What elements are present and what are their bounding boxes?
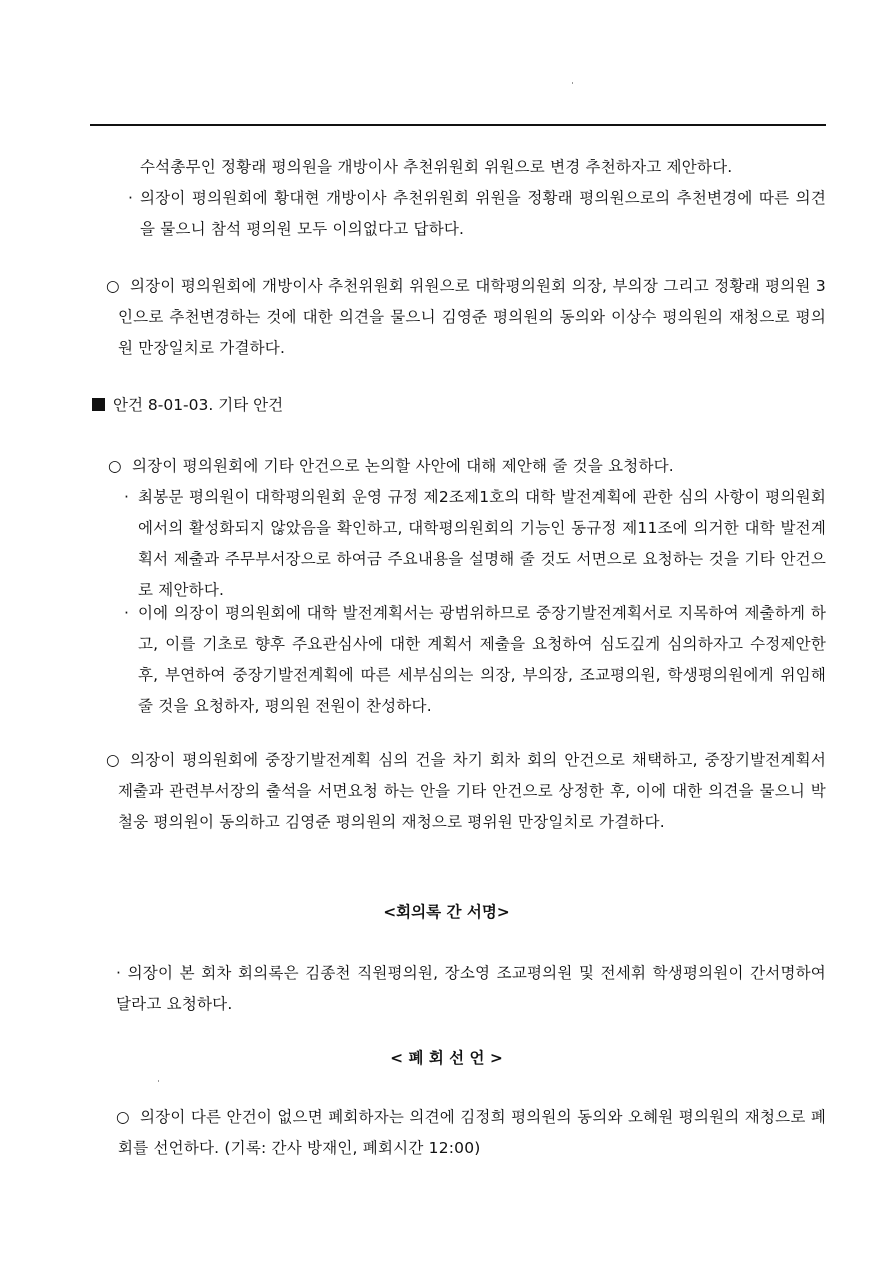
bullet-dot-marker: ·: [116, 964, 122, 982]
resolution-1-text: 의장이 평의원회에 개방이사 추천위원회 위원으로 대학평의원회 의장, 부의장 그리고 정황래 평의원 3인으로 추천변경하는 것에 대한 의견을 물으니 김영준 평의원의 동의와 이상수 평의원의 재청으로 평의원 만장일치로 가결하다.: [118, 277, 826, 357]
continuation-bullet: [128, 183, 826, 245]
signature-request-text: 의장이 본 회차 회의록은 김종천 직원평의원, 장소영 조교평의원 및 전세휘 학생평의원이 간서명하여 달라고 요청하다.: [116, 964, 826, 1013]
circle-marker: ○: [106, 277, 120, 295]
header-rule: [90, 124, 826, 126]
agenda-bullet-1: [124, 482, 826, 606]
continuation-line: [140, 152, 826, 183]
closing-declaration: [118, 1102, 826, 1164]
agenda-bullet-1-text: 최봉문 평의원이 대학평의원회 운영 규정 제2조제1호의 대학 발전계획에 관한 심의 사항이 평의원회에서의 활성화되지 않았음을 확인하고, 대학평의원회의 기능인 동규정 제11조에 의거한 대학 발전계획서 제출과 주무부서장으로 하여금 주요내용을 설명해 줄 것도 서면으로 요청하는 것을 기타 안건으로 제안하다.: [138, 488, 826, 599]
agenda-bullet-2: [124, 598, 826, 722]
closing-section-title: < 폐 회 선 언 >: [390, 1049, 503, 1067]
resolution-2: [106, 745, 826, 838]
resolution-1: [106, 271, 826, 364]
scan-speck: [158, 1080, 159, 1082]
square-bullet-icon: [92, 398, 105, 411]
continuation-bullet-text: 의장이 평의원회에 황대현 개방이사 추천위원회 위원을 정황래 평의원으로의 추천변경에 따른 의견을 물으니 참석 평의원 모두 이의없다고 답하다.: [140, 189, 826, 238]
signature-request: [116, 958, 826, 1020]
agenda-heading-text: 안건 8-01-03. 기타 안건: [113, 396, 284, 414]
circle-marker: ○: [116, 1108, 130, 1126]
bullet-dot-marker: ·: [124, 488, 130, 506]
scan-speck: [572, 82, 573, 84]
bullet-dot-marker: ·: [128, 189, 134, 207]
agenda-request: [108, 451, 826, 482]
signature-section-title: <회의록 간 서명>: [383, 903, 510, 921]
circle-marker: ○: [106, 751, 120, 769]
continuation-text: 수석총무인 정황래 평의원을 개방이사 추천위원회 위원으로 변경 추천하자고 제안하다.: [140, 158, 733, 176]
agenda-request-text: 의장이 평의원회에 기타 안건으로 논의할 사안에 대해 제안해 줄 것을 요청하다.: [132, 457, 674, 475]
circle-marker: ○: [108, 457, 122, 475]
agenda-heading: [92, 395, 283, 415]
resolution-2-text: 의장이 평의원회에 중장기발전계획 심의 건을 차기 회차 회의 안건으로 채택하고, 중장기발전계획서 제출과 관련부서장의 출석을 서면요청 하는 안을 기타 안건으로 상정한 후, 이에 대한 의견을 물으니 박철웅 평의원이 동의하고 김영준 평의원의 재청으로 평위원 만장일치로 가결하다.: [118, 751, 826, 831]
closing-declaration-text: 의장이 다른 안건이 없으면 폐회하자는 의견에 김정희 평의원의 동의와 오혜원 평의원의 재청으로 폐회를 선언하다. (기록: 간사 방재인, 폐회시간 12:00): [118, 1108, 826, 1157]
bullet-dot-marker: ·: [124, 604, 130, 622]
agenda-bullet-2-text: 이에 의장이 평의원회에 대학 발전계획서는 광범위하므로 중장기발전계획서로 지목하여 제출하게 하고, 이를 기초로 향후 주요관심사에 대한 계획서 제출을 요청하여 심도깊게 심의하자고 수정제안한 후, 부연하여 중장기발전계획에 따른 세부심의는 의장, 부의장, 조교평의원, 학생평의원에게 위임해 줄 것을 요청하자, 평의원 전원이 찬성하다.: [138, 604, 826, 715]
